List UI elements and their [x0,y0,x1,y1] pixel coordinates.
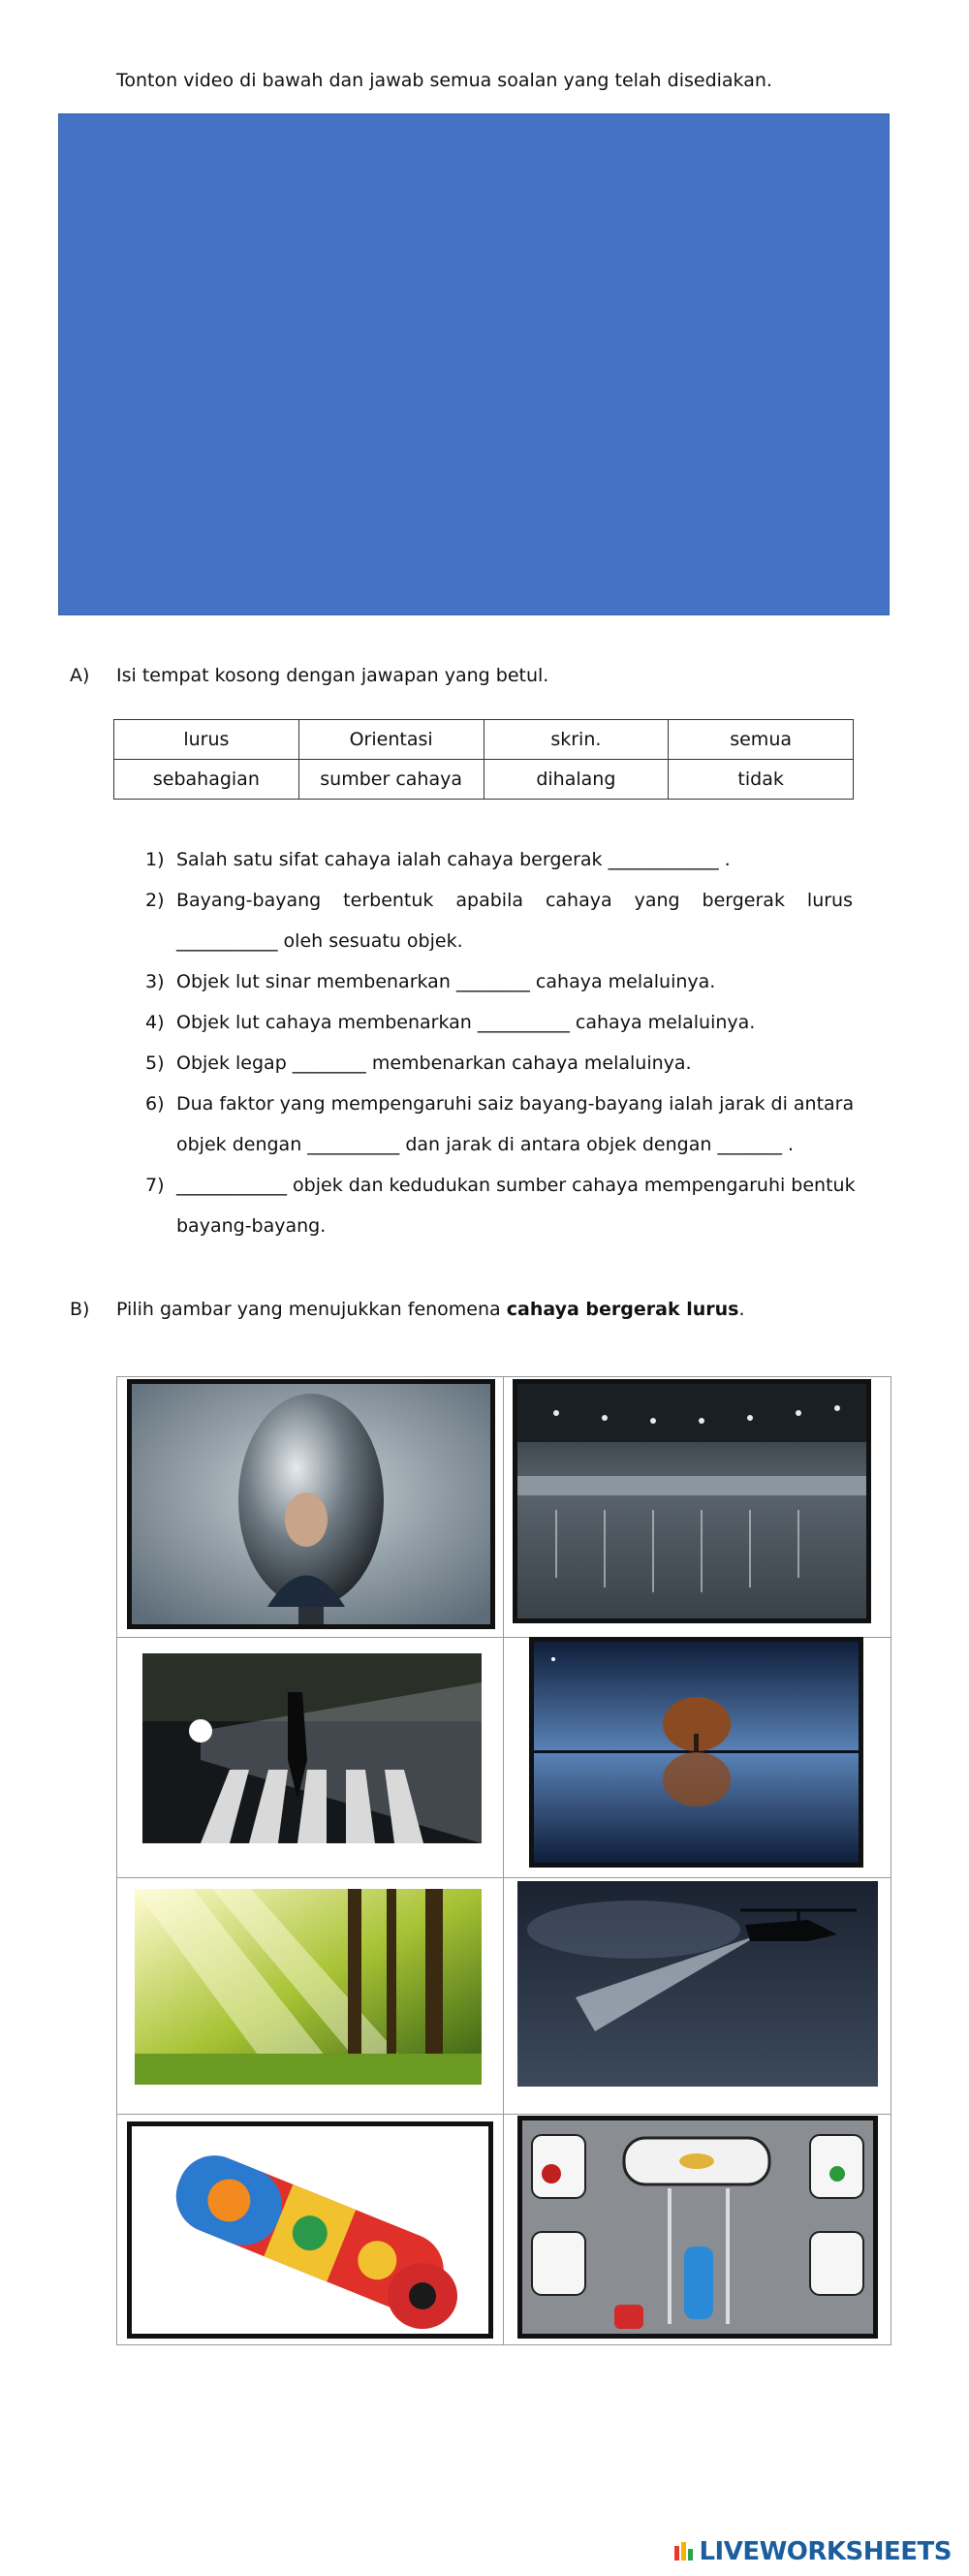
video-placeholder[interactable] [58,113,890,615]
liveworksheets-logo[interactable]: LIVEWORKSHEETS [673,2537,952,2566]
forest-sunrays-image[interactable] [135,1889,482,2085]
word-bank-row [114,720,854,760]
word-bank-cell: semua [669,720,854,760]
grid-divider [117,1877,891,1878]
word-bank-cell: skrin. [484,720,669,760]
word-bank-table [113,719,854,800]
section-b-instruction: Pilih gambar yang menujukkan fenomena cahaya bergerak lurus. [116,1299,745,1320]
tree-reflection-image[interactable] [529,1637,863,1868]
grid-divider [503,1377,504,2344]
logo-icon [673,2540,695,2561]
word-bank-cell: lurus [114,720,299,760]
word-bank-row [114,760,854,800]
spoon-reflection-image[interactable] [127,1379,495,1629]
word-bank-cell: tidak [669,760,854,800]
word-bank-cell: sumber cahaya [298,760,484,800]
image-grid [116,1376,891,2345]
car-mirrors-image[interactable] [517,2116,878,2339]
word-bank-cell: dihalang [484,760,669,800]
word-bank-cell: Orientasi [298,720,484,760]
headlights-crossing-image[interactable] [142,1653,482,1843]
word-bank-cell: sebahagian [114,760,299,800]
section-b-letter: B) [70,1299,90,1320]
kaleidoscope-image[interactable] [127,2121,493,2339]
warehouse-floor-image[interactable] [513,1379,871,1623]
helicopter-searchlight-image[interactable] [517,1881,878,2087]
section-a-letter: A) [70,665,90,686]
grid-divider [117,2114,891,2115]
intro-text: Tonton video di bawah dan jawab semua soalan yang telah disediakan. [116,70,772,91]
section-a-instruction: Isi tempat kosong dengan jawapan yang betul. [116,665,549,686]
